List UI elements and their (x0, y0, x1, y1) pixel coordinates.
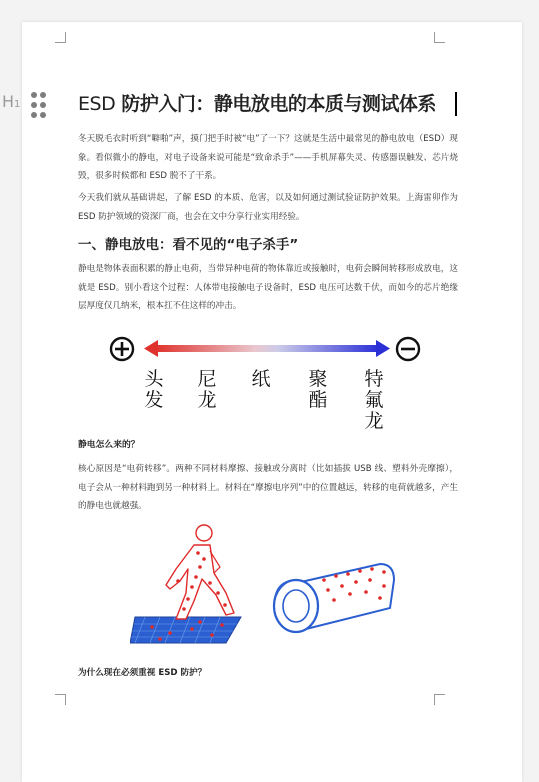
paragraph-esd-definition[interactable]: 静电是物体表面积累的静止电荷，当带异种电荷的物体靠近或接触时，电荷会瞬间转移形成放电，这就是 ESD。别小看这个过程：人体带电接触电子设备时，ESD 电压可达数千伏，而如今的芯片绝缘层厚度仅几纳米，根本扛不住这样的冲击。 (78, 264, 458, 311)
subheading-static-origin[interactable]: 静电怎么来的？ (78, 440, 140, 450)
material-label-char: 头 (144, 368, 164, 390)
paragraph-intro[interactable]: 冬天脱毛衣时听到“噼啪”声，摸门把手时被“电”了一下？这就是生活中最常见的静电放电（ESD）现象。看似微小的静电，对电子设备来说可能是“致命杀手”——手机屏幕失灵、传感器误触发、芯片烧毁，很多时候都和 ESD 脱不了干系。 (78, 134, 458, 181)
material-label-char: 尼 (197, 368, 217, 390)
title-text: 防护入门：静电放电的本质与测试体系 (115, 93, 436, 115)
material-label (144, 368, 164, 411)
drag-handle-icon[interactable] (31, 92, 47, 120)
crop-mark-top-right (434, 32, 445, 43)
material-label-char: 特 (364, 368, 384, 390)
crop-mark-bottom-left (55, 694, 66, 705)
section-heading[interactable]: 一、静电放电：看不见的“电子杀手” (78, 237, 299, 253)
text-cursor (455, 92, 457, 116)
material-label (308, 368, 327, 411)
title-prefix: ESD (78, 93, 116, 115)
material-label (197, 368, 216, 411)
material-label (251, 368, 270, 390)
subheading-why-esd-protection[interactable]: 为什么现在必须重视 ESD 防护？ (78, 668, 207, 678)
triboelectric-series-figure (104, 317, 426, 429)
heading-level-icon[interactable]: H1 (2, 92, 21, 111)
paragraph-charge-transfer[interactable]: 核心原因是“电荷转移”。两种不同材料摩擦、接触或分离时（比如插拔 USB 线、塑料外壳摩擦），电子会从一种材料跑到另一种材料上。材料在“摩擦电序列”中的位置越远，转移的电荷就越多，产生的静电也就越强。 (78, 464, 458, 511)
material-label-char: 聚 (308, 368, 328, 390)
crop-mark-top-left (55, 32, 66, 43)
material-label-char: 酯 (308, 389, 328, 411)
crop-mark-bottom-right (434, 694, 445, 705)
material-label-char: 发 (144, 389, 164, 411)
roller-film-icon (268, 560, 398, 642)
page-title[interactable] (78, 90, 458, 118)
material-label (364, 368, 383, 429)
material-label-char: 氟 (364, 389, 384, 411)
material-label-char: 龙 (364, 410, 384, 429)
paragraph-overview[interactable]: 今天我们就从基础讲起，了解 ESD 的本质、危害，以及如何通过测试验证防护效果。上海雷卯作为 ESD 防护领域的资深厂商，也会在文中分享行业实用经验。 (78, 193, 458, 222)
material-label-char: 龙 (197, 389, 217, 411)
document-body[interactable] (78, 90, 458, 311)
material-label-char: 纸 (251, 368, 271, 390)
walking-person-icon (130, 523, 250, 645)
